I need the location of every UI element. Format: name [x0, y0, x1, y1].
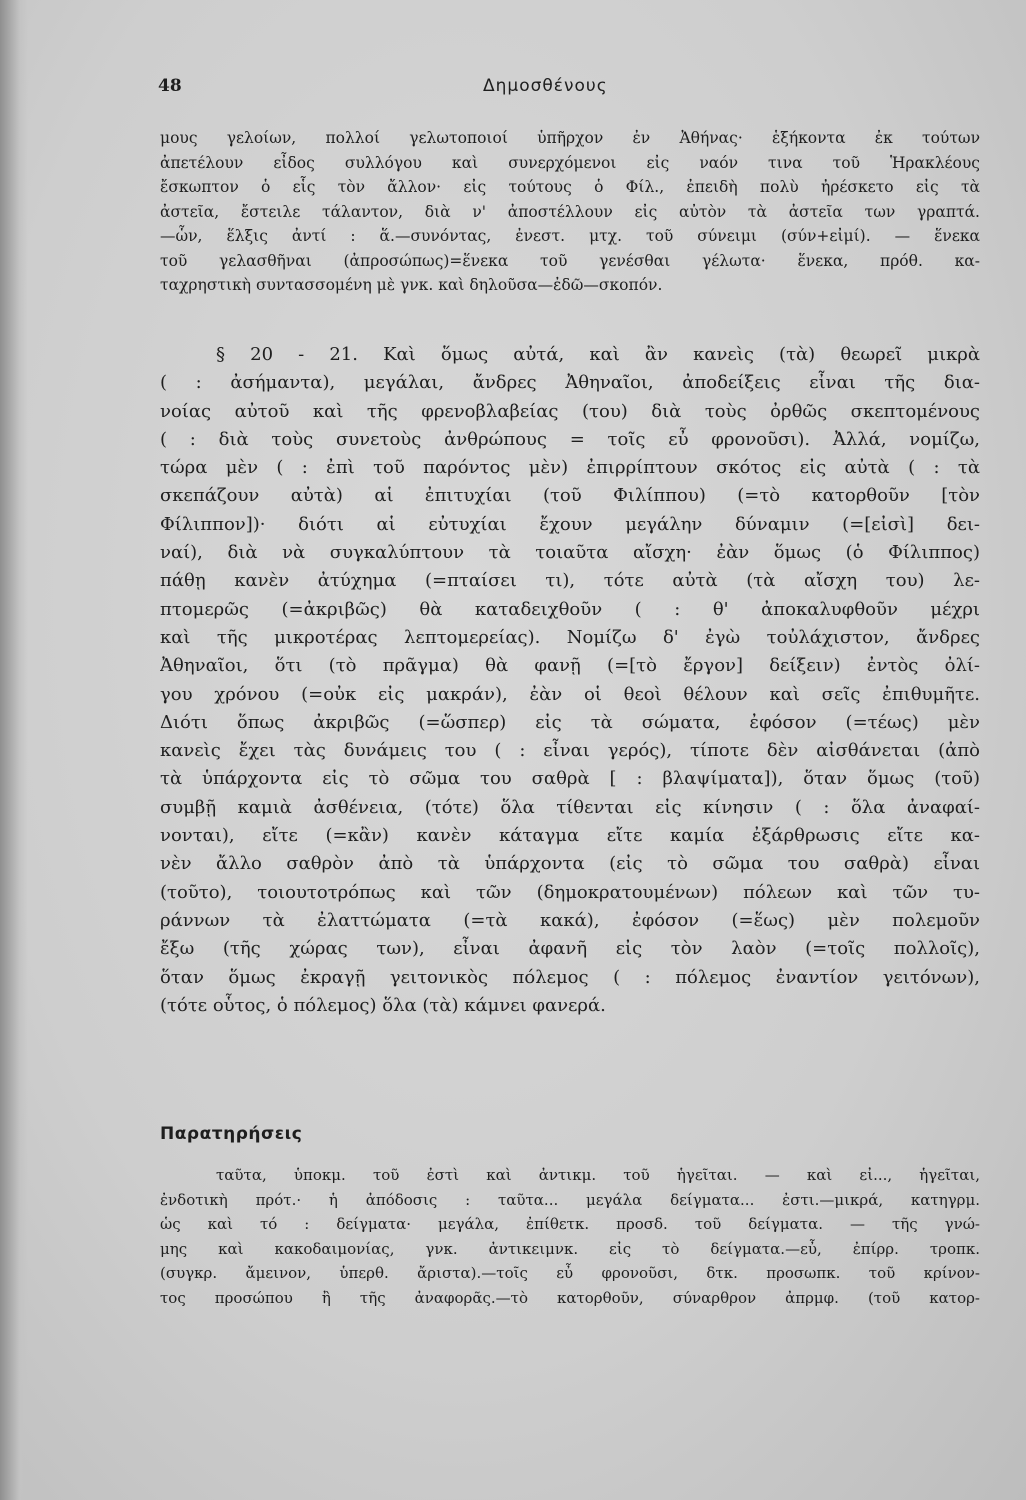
- main-line: κανεὶς ἔχει τὰς δυνάμεις του ( : εἶναι γερός), τίποτε δὲν αἰσθάνεται (ἀπὸ: [160, 740, 980, 762]
- remarks-block: [160, 1163, 980, 1310]
- main-line: ( : ἀσήμαντα), μεγάλαι, ἄνδρες Ἀθηναῖοι, ἀποδείξεις εἶναι τῆς δια-: [160, 372, 980, 394]
- main-line: πάθῃ κανὲν ἀτύχημα (=πταίσει τι), τότε αὐτὰ (τὰ αἴσχη του) λε-: [160, 570, 980, 592]
- main-line: ράννων τὰ ἐλαττώματα (=τὰ κακά), ἐφόσον (=ἕως) μὲν πολεμοῦν: [160, 909, 980, 931]
- notes-line: ταχρηστικὴ συντασσομένη μὲ γνκ. καὶ δηλοῦσα—ἐδῶ—σκοπόν.: [160, 276, 663, 294]
- footnote-block: [160, 126, 980, 298]
- main-line: νὲν ἄλλο σαθρὸν ἀπὸ τὰ ὑπάρχοντα (εἰς τὸ σῶμα του σαθρὰ) εἶναι: [160, 853, 980, 875]
- main-line: πτομερῶς (=ἀκριβῶς) θὰ καταδειχθοῦν ( : θ' ἀποκαλυφθοῦν μέχρι: [160, 598, 980, 620]
- main-line: σκεπάζουν αὐτὰ) αἱ ἐπιτυχίαι (τοῦ Φιλίππου) (=τὸ κατορθοῦν [τὸν: [160, 485, 980, 507]
- notes-line: —ὧν, ἕλξις ἀντί : ἅ.—συνόντας, ἐνεστ. μτχ. τοῦ σύνειμι (σύν+εἰμί). — ἕνεκα: [160, 227, 980, 245]
- main-line: νοίας αὐτοῦ καὶ τῆς φρενοβλαβείας (του) διὰ τοὺς ὀρθῶς σκεπτομένους: [160, 400, 980, 422]
- remarks-line: ὡς καὶ τό : δείγματα· μεγάλα, ἐπίθετκ. προσδ. τοῦ δείγματα. — τῆς γνώ-: [160, 1215, 980, 1233]
- main-line: συμβῇ καμιὰ ἀσθένεια, (τότε) ὅλα τίθενται εἰς κίνησιν ( : ὅλα ἀναφαί-: [160, 796, 980, 818]
- main-line: ὅταν ὅμως ἐκραγῇ γειτονικὸς πόλεμος ( : πόλεμος ἐναντίον γειτόνων),: [160, 966, 980, 988]
- page-spine-shadow: [0, 0, 28, 1500]
- remarks-line: μης καὶ κακοδαιμονίας, γνκ. ἀντικειμνκ. εἰς τὸ δείγματα.—εὖ, ἐπίρρ. τροπκ.: [160, 1239, 980, 1258]
- main-line: (τοῦτο), τοιουτοτρόπως καὶ τῶν (δημοκρατουμένων) πόλεων καὶ τῶν τυ-: [160, 881, 980, 903]
- main-line: ναί), διὰ νὰ συγκαλύπτουν τὰ τοιαῦτα αἴσχη· ἐὰν ὅμως (ὁ Φίλιππος): [160, 542, 980, 564]
- main-line: γου χρόνου (=οὐκ εἰς μακράν), ἐὰν οἱ θεοὶ θέλουν καὶ σεῖς ἐπιθυμῆτε.: [160, 683, 980, 705]
- running-head: Δημοσθένους: [483, 76, 608, 96]
- main-line: τὰ ὑπάρχοντα εἰς τὸ σῶμα του σαθρὰ [ : βλαψίματα]), ὅταν ὅμως (τοῦ): [160, 768, 980, 790]
- notes-line: μους γελοίων, πολλοί γελωτοποιοί ὑπῆρχον ἐν Ἀθήνας· ἑξήκοντα ἐκ τούτων: [160, 129, 980, 147]
- main-line: ( : διὰ τοὺς συνετοὺς ἀνθρώπους = τοῖς εὖ φρονοῦσι). Ἀλλά, νομίζω,: [160, 428, 980, 450]
- notes-line: τοῦ γελασθῆναι (ἀπροσώπως)=ἕνεκα τοῦ γενέσθαι γέλωτα· ἕνεκα, πρόθ. κα-: [160, 251, 980, 270]
- remarks-line: (συγκρ. ἄμεινον, ὑπερθ. ἄριστα).—τοῖς εὖ φρονοῦσι, δτκ. προσωπκ. τοῦ κρίνον-: [160, 1264, 980, 1282]
- main-line: Φίλιππον])· διότι αἱ εὐτυχίαι ἔχουν μεγάλην δύναμιν (=[εἰσὶ] δει-: [160, 513, 980, 535]
- remarks-line: ἐνδοτικὴ πρότ.· ἡ ἀπόδοσις : ταῦτα... μεγάλα δείγματα... ἐστι.—μικρά, κατηγρμ.: [160, 1190, 980, 1209]
- translation-text: [160, 341, 980, 1020]
- main-line: νονται), εἴτε (=κἂν) κανὲν κάταγμα εἴτε καμία ἐξάρθρωσις εἴτε κα-: [160, 825, 980, 847]
- page-number: 48: [158, 76, 182, 96]
- notes-line: ἀστεῖα, ἔστειλε τάλαντον, διὰ ν' ἀποστέλλουν εἰς αὐτὸν τὰ ἀστεῖα των γραπτά.: [160, 202, 980, 221]
- notes-line: ἀπετέλουν εἶδος συλλόγου καὶ συνερχόμενοι εἰς ναόν τινα τοῦ Ἡρακλέους: [160, 153, 980, 172]
- notes-line: ἔσκωπτον ὁ εἷς τὸν ἄλλον· εἰς τούτους ὁ Φίλ., ἐπειδὴ πολὺ ἠρέσκετο εἰς τὰ: [160, 178, 980, 196]
- remarks-line: τος προσώπου ἢ τῆς ἀναφορᾶς.—τὸ κατορθοῦν, σύναρθρον ἀπρμφ. (τοῦ κατορ-: [160, 1288, 980, 1307]
- main-line-last: (τότε οὗτος, ὁ πόλεμος) ὅλα (τὰ) κάμνει φανερά.: [160, 994, 606, 1016]
- remarks-heading: Παρατηρήσεις: [160, 1124, 303, 1144]
- main-line: τώρα μὲν ( : ἐπὶ τοῦ παρόντος μὲν) ἐπιρρίπτουν σκότος εἰς αὐτὰ ( : τὰ: [160, 457, 980, 479]
- main-line: Ἀθηναῖοι, ὅτι (τὸ πρᾶγμα) θὰ φανῇ (=[τὸ ἔργον] δείξειν) ἐντὸς ὀλί-: [160, 655, 980, 677]
- main-line-section-start: § 20 - 21. Καὶ ὅμως αὐτά, καὶ ἂν κανεὶς (τὰ) θεωρεῖ μικρὰ: [216, 344, 980, 365]
- remarks-line: ταῦτα, ὑποκμ. τοῦ ἐστὶ καὶ ἀντικμ. τοῦ ἡγεῖται. — καὶ εἰ..., ἡγεῖται,: [216, 1166, 980, 1184]
- main-line: ἔξω (τῆς χώρας των), εἶναι ἀφανῆ εἰς τὸν λαὸν (=τοῖς πολλοῖς),: [160, 938, 980, 960]
- page-header: [158, 76, 958, 106]
- main-line: καὶ τῆς μικροτέρας λεπτομερείας). Νομίζω δ' ἐγὼ τοὐλάχιστον, ἄνδρες: [160, 626, 980, 648]
- main-line: Διότι ὅπως ἀκριβῶς (=ὥσπερ) εἰς τὰ σώματα, ἐφόσον (=τέως) μὲν: [160, 711, 980, 733]
